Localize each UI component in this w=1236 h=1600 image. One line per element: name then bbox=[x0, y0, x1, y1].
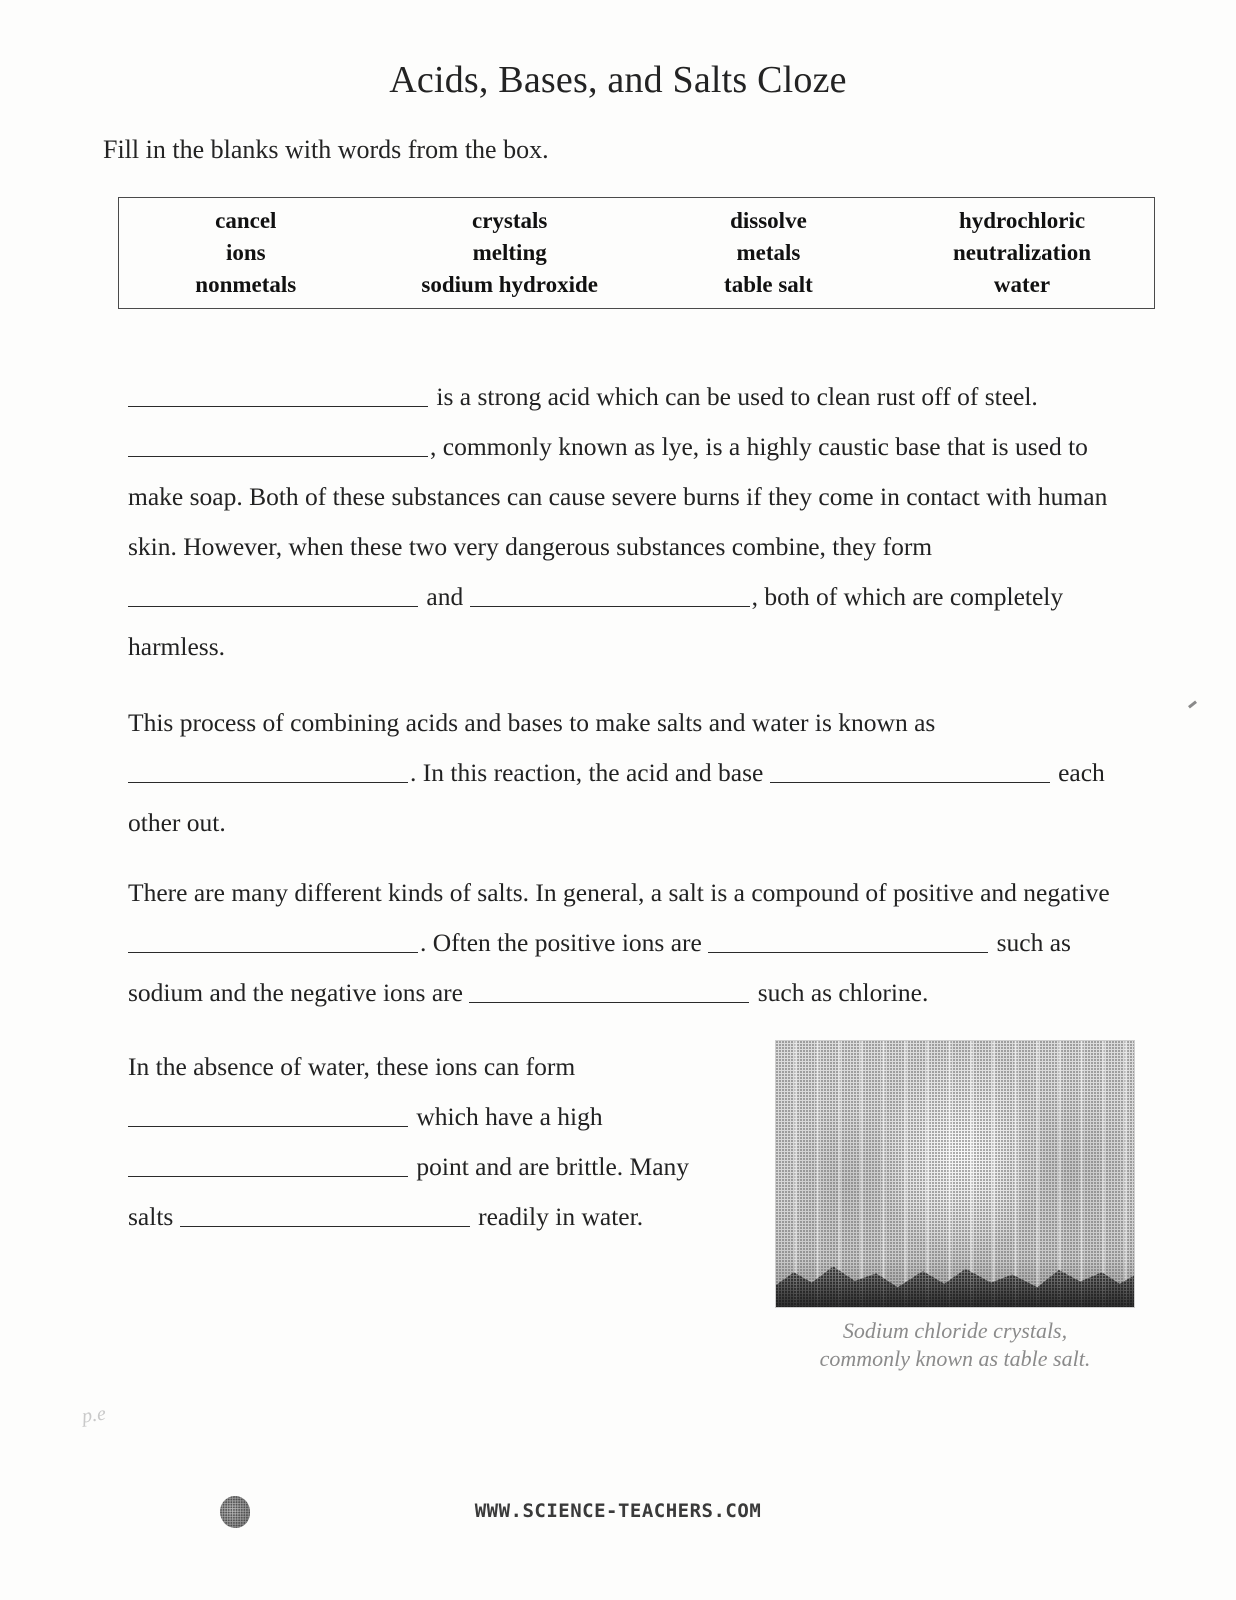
footer-url: WWW.SCIENCE-TEACHERS.COM bbox=[474, 1500, 762, 1522]
p1-text-4: , both of which are completely harmless. bbox=[128, 582, 1064, 661]
blank-10[interactable] bbox=[128, 1099, 408, 1127]
word-bank-word[interactable]: table salt bbox=[724, 271, 813, 297]
paragraph-4 bbox=[128, 1042, 728, 1242]
salt-crystals-photo bbox=[775, 1040, 1135, 1308]
word-bank-word[interactable]: crystals bbox=[472, 208, 548, 234]
p4-text-3: point and are brittle. bbox=[416, 1152, 624, 1181]
p1-text-3: and bbox=[426, 582, 464, 611]
word-bank-word[interactable]: sodium hydroxide bbox=[421, 271, 598, 297]
word-bank-word[interactable]: metals bbox=[736, 240, 801, 266]
word-bank-word[interactable]: ions bbox=[225, 240, 266, 266]
word-bank-word[interactable]: melting bbox=[472, 240, 547, 266]
figure-caption-line-1: Sodium chloride crystals, bbox=[842, 1318, 1068, 1343]
p3-text-4: such as chlorine. bbox=[757, 978, 929, 1007]
word-bank-column-4 bbox=[890, 205, 1154, 300]
blank-8[interactable] bbox=[708, 925, 988, 953]
p3-text-1: There are many different kinds of salts. In general, a salt is a compound of positive and negative bbox=[128, 878, 1110, 907]
p3-text-3: such as sodium and the negative ions are bbox=[128, 928, 1071, 1007]
figure-salt-crystals bbox=[775, 1040, 1135, 1372]
p4-text-2: which have a high bbox=[416, 1102, 603, 1131]
blank-3[interactable] bbox=[128, 579, 418, 607]
word-bank-box bbox=[118, 197, 1155, 309]
blank-7[interactable] bbox=[128, 925, 418, 953]
word-bank-word[interactable]: neutralization bbox=[953, 240, 1091, 266]
blank-5[interactable] bbox=[128, 755, 408, 783]
blank-2[interactable] bbox=[128, 429, 428, 457]
word-bank-word[interactable]: cancel bbox=[215, 208, 277, 234]
instruction-text: Fill in the blanks with words from the box. bbox=[103, 135, 549, 164]
word-bank-word[interactable]: water bbox=[993, 271, 1051, 297]
word-bank-column-3 bbox=[647, 205, 890, 300]
blank-1[interactable] bbox=[128, 379, 428, 407]
blank-12[interactable] bbox=[180, 1199, 470, 1227]
blank-6[interactable] bbox=[770, 755, 1050, 783]
p3-text-2: . Often the positive ions are bbox=[420, 928, 702, 957]
p4-text-4: Many salts bbox=[128, 1152, 690, 1231]
p2-text-3: each other out. bbox=[128, 758, 1105, 837]
blank-4[interactable] bbox=[470, 579, 750, 607]
paragraph-3 bbox=[128, 868, 1143, 1018]
figure-caption bbox=[775, 1317, 1135, 1372]
stray-ink-mark bbox=[1188, 701, 1197, 709]
blank-11[interactable] bbox=[128, 1149, 408, 1177]
word-bank-word[interactable]: dissolve bbox=[730, 208, 807, 234]
pencil-mark: p.e bbox=[80, 1402, 108, 1428]
blank-9[interactable] bbox=[469, 975, 749, 1003]
word-bank-column-1 bbox=[119, 205, 373, 300]
p2-text-2: . In this reaction, the acid and base bbox=[410, 758, 764, 787]
paragraph-1 bbox=[128, 372, 1143, 672]
word-bank-word[interactable]: hydrochloric bbox=[958, 208, 1086, 234]
p4-text-1: In the absence of water, these ions can form bbox=[128, 1052, 576, 1081]
word-bank-word[interactable]: nonmetals bbox=[195, 271, 297, 297]
paragraph-2 bbox=[128, 698, 1143, 848]
p4-text-5: readily in water. bbox=[478, 1202, 644, 1231]
p1-text-2: , commonly known as lye, is a highly caustic base that is used to make soap. Both of these substances can cause severe burns if they come in contact with human skin. However, when these two very dangerous substances combine, they form bbox=[128, 432, 1108, 561]
p2-text-1: This process of combining acids and bases to make salts and water is known as bbox=[128, 708, 936, 737]
page-title: Acids, Bases, and Salts Cloze bbox=[389, 59, 847, 101]
figure-caption-line-2: commonly known as table salt. bbox=[819, 1345, 1091, 1371]
p1-text-1: is a strong acid which can be used to clean rust off of steel. bbox=[430, 382, 1038, 411]
word-bank-column-2 bbox=[373, 205, 647, 300]
